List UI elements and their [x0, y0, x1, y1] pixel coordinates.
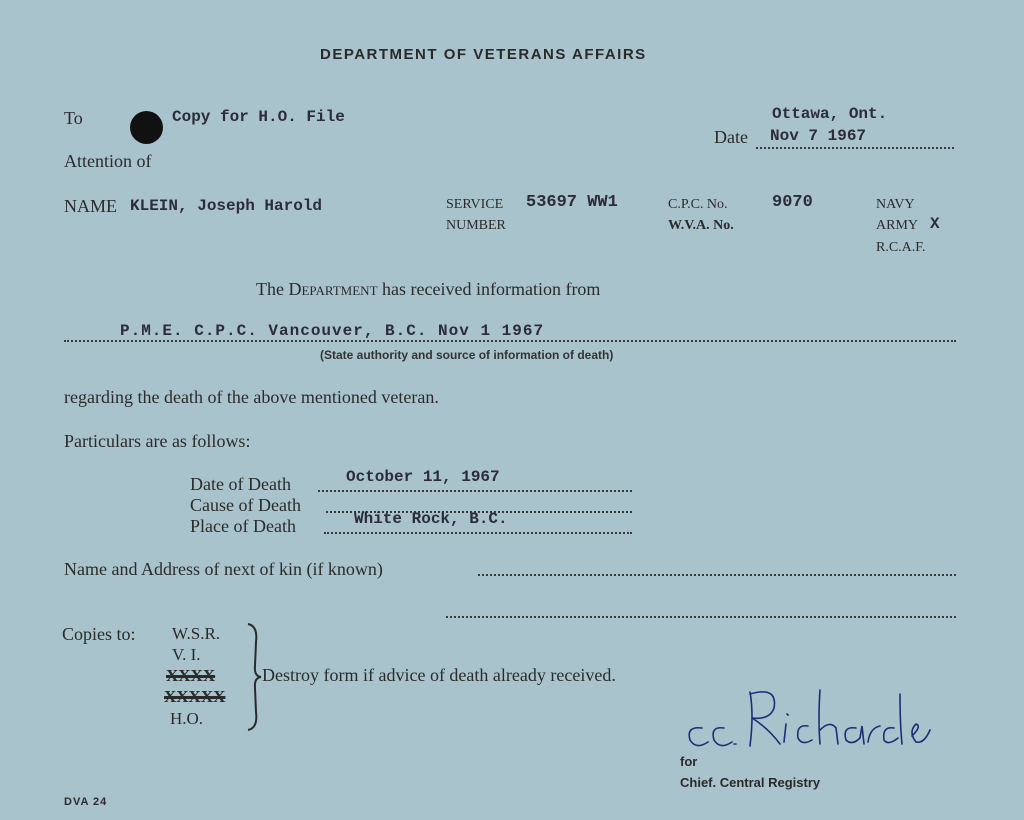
next-of-kin-line-1	[478, 558, 956, 576]
to-label: To	[64, 108, 83, 128]
form-code: DVA 24	[64, 796, 108, 808]
cpc-label: C.P.C. No.	[668, 197, 728, 212]
place-of-death-value: White Rock, B.C.	[354, 510, 508, 528]
date-of-death-line	[318, 468, 632, 492]
received-text-2: has received information from	[382, 279, 601, 299]
received-text-department: Department	[288, 279, 378, 299]
name-label: NAME	[64, 196, 117, 216]
copies-item-wsr: W.S.R.	[172, 624, 221, 643]
particulars-heading: Particulars are as follows:	[64, 431, 251, 451]
signature-for: for	[680, 754, 698, 769]
service-label: SERVICE	[446, 197, 504, 212]
number-label: NUMBER	[446, 218, 506, 233]
signature-image	[680, 684, 940, 754]
copies-label: Copies to:	[62, 624, 136, 644]
regarding-text: regarding the death of the above mentioned veteran.	[64, 387, 439, 407]
copies-item-struck-2: XXXXX	[164, 687, 226, 706]
copies-item-struck-1: XXXX	[166, 666, 216, 685]
rcaf-label: R.C.A.F.	[876, 240, 926, 255]
navy-label: NAVY	[876, 197, 915, 212]
location-value: Ottawa, Ont.	[772, 105, 888, 123]
received-text-1: The	[256, 279, 284, 299]
name-value: KLEIN, Joseph Harold	[130, 197, 323, 215]
place-of-death-label: Place of Death	[190, 516, 296, 536]
received-sentence	[256, 279, 600, 300]
date-of-death-label: Date of Death	[190, 474, 291, 494]
attention-label: Attention of	[64, 151, 152, 171]
place-of-death-line	[324, 510, 632, 534]
date-label: Date	[714, 127, 748, 147]
signature-title: Chief. Central Registry	[680, 775, 821, 790]
brace-icon	[244, 622, 264, 732]
army-mark: X	[930, 215, 940, 233]
source-caption: (State authority and source of information of death)	[320, 348, 614, 362]
copies-item-ho: H.O.	[170, 709, 204, 728]
source-line	[64, 322, 956, 342]
wva-label: W.V.A. No.	[668, 218, 734, 233]
form-title: DEPARTMENT OF VETERANS AFFAIRS	[320, 46, 647, 63]
date-of-death-value: October 11, 1967	[346, 468, 500, 486]
cause-of-death-label: Cause of Death	[190, 495, 301, 515]
to-value: Copy for H.O. File	[172, 108, 345, 126]
date-value: Nov 7 1967	[770, 127, 867, 145]
cpc-value: 9070	[772, 193, 813, 212]
next-of-kin-label: Name and Address of next of kin (if known)	[64, 559, 383, 579]
copies-item-vi: V. I.	[172, 645, 201, 664]
destroy-note: Destroy form if advice of death already received.	[262, 665, 616, 685]
next-of-kin-line-2	[446, 600, 956, 618]
date-line	[756, 127, 954, 149]
army-label: ARMY	[876, 218, 919, 233]
service-number-value: 53697 WW1	[526, 193, 618, 212]
source-value: P.M.E. C.P.C. Vancouver, B.C. Nov 1 1967	[120, 322, 545, 340]
hole-punch-dot	[130, 111, 163, 144]
